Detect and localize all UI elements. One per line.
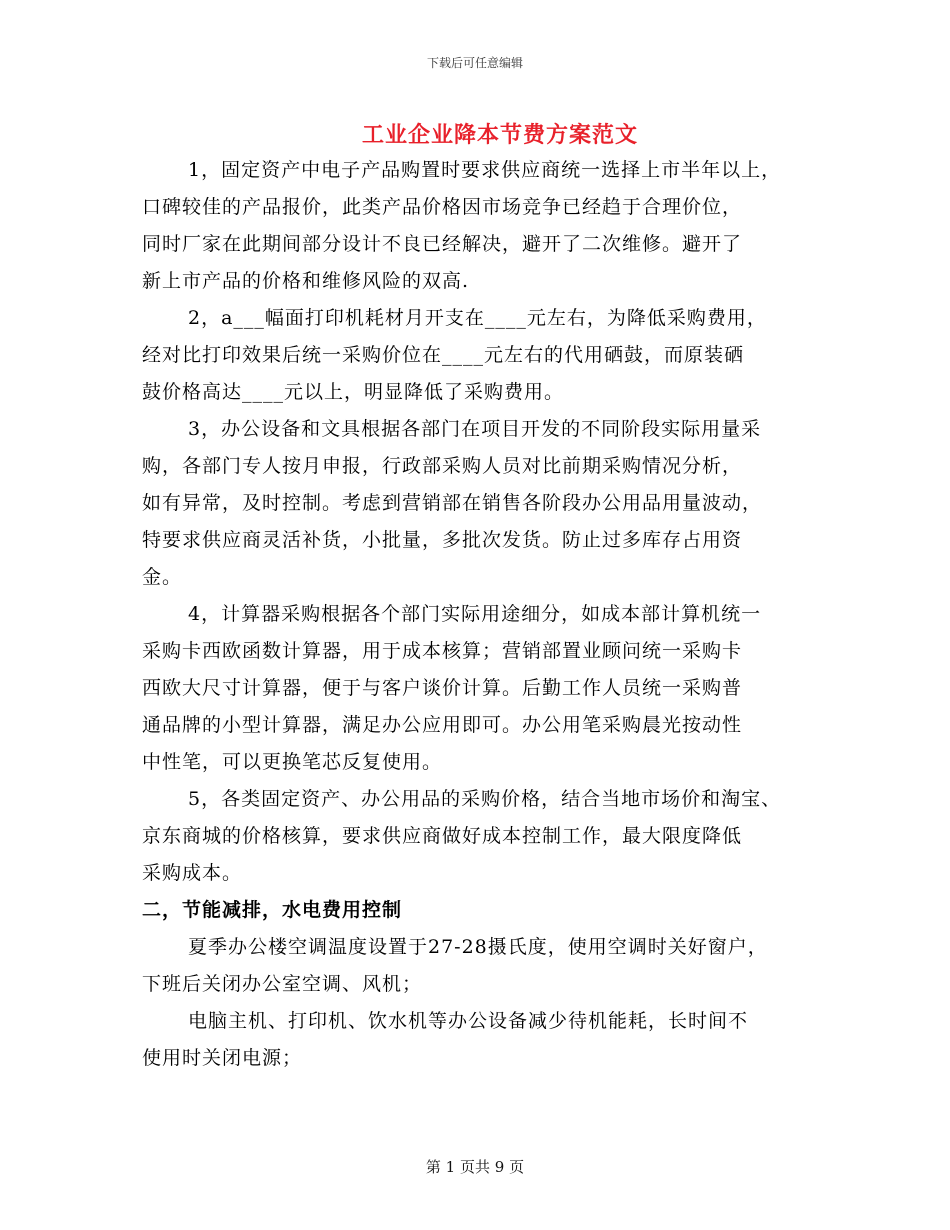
section-heading: 二，节能减排，水电费用控制 — [142, 899, 403, 921]
body-line: 经对比打印效果后统一采购价位在____元左右的代用硒鼓，而原装硒 — [142, 344, 745, 366]
body-line: 2，a___幅面打印机耗材月开支在____元左右，为降低采购费用， — [188, 307, 767, 329]
body-line: 3，办公设备和文具根据各部门在项目开发的不同阶段实际用量采 — [188, 418, 762, 440]
body-line: 中性笔，可以更换笔芯反复使用。 — [142, 751, 443, 773]
body-line: 特要求供应商灵活补货，小批量，多批次发货。防止过多库存占用资 — [142, 529, 743, 551]
body-line: 采购成本。 — [142, 862, 243, 884]
body-line: 购，各部门专人按月申报，行政部采购人员对比前期采购情况分析， — [142, 455, 743, 477]
page-footer: 第 1 页共 9 页 — [425, 1158, 525, 1176]
body-line: 如有异常，及时控制。考虑到营销部在销售各阶段办公用品用量波动， — [142, 492, 763, 514]
document-body — [142, 152, 832, 1077]
body-line: 金。 — [142, 566, 183, 588]
body-line: 新上市产品的价格和维修风险的双高. — [142, 270, 470, 292]
body-line: 4，计算器采购根据各个部门实际用途细分，如成本部计算机统一 — [188, 603, 762, 625]
body-line: 使用时关闭电源； — [142, 1047, 303, 1069]
header-note: 下载后可任意编辑 — [426, 56, 523, 70]
body-line: 采购卡西欧函数计算器，用于成本核算；营销部置业顾问统一采购卡 — [142, 640, 743, 662]
body-line: 通品牌的小型计算器，满足办公应用即可。办公用笔采购晨光按动性 — [142, 714, 743, 736]
body-line: 电脑主机、打印机、饮水机等办公设备减少待机能耗，长时间不 — [188, 1010, 749, 1032]
body-line: 下班后关闭办公室空调、风机； — [142, 973, 423, 995]
body-line: 夏季办公楼空调温度设置于27-28摄氏度，使用空调时关好窗户， — [188, 936, 768, 958]
body-line: 鼓价格高达____元以上，明显降低了采购费用。 — [142, 381, 565, 403]
body-line: 1，固定资产中电子产品购置时要求供应商统一选择上市半年以上， — [188, 159, 782, 181]
document-title: 工业企业降本节费方案范文 — [361, 122, 638, 148]
body-line: 京东商城的价格核算，要求供应商做好成本控制工作，最大限度降低 — [142, 825, 743, 847]
body-line: 西欧大尺寸计算器，便于与客户谈价计算。后勤工作人员统一采购普 — [142, 677, 743, 699]
body-line: 同时厂家在此期间部分设计不良已经解决，避开了二次维修。避开了 — [142, 233, 743, 255]
body-line: 口碑较佳的产品报价，此类产品价格因市场竞争已经趋于合理价位， — [142, 196, 743, 218]
body-line: 5，各类固定资产、办公用品的采购价格，结合当地市场价和淘宝、 — [188, 788, 782, 810]
